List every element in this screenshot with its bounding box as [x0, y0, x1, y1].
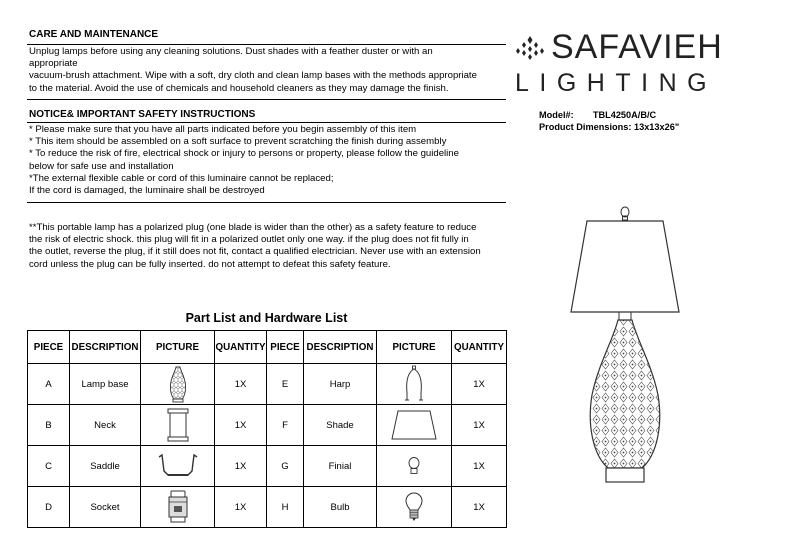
piece-description: Finial — [304, 446, 377, 487]
care-line: vacuum-brush attachment. Wipe with a soft, dry cloth and clean lamp bases with the methods appropriate — [29, 70, 477, 82]
piece-description: Shade — [304, 405, 377, 446]
safety-bottom-divider — [27, 202, 506, 203]
header-description: DESCRIPTION — [304, 331, 377, 364]
piece-picture — [141, 364, 215, 405]
piece-description: Lamp base — [70, 364, 141, 405]
piece-description: Saddle — [70, 446, 141, 487]
socket-icon — [167, 490, 189, 524]
piece-letter: C — [28, 446, 70, 487]
piece-description: Harp — [304, 364, 377, 405]
care-title: CARE AND MAINTENANCE — [29, 29, 159, 40]
plug-warning-text — [29, 222, 507, 271]
piece-quantity: 1X — [215, 405, 267, 446]
plug-warning-line: **This portable lamp has a polarized plug (one blade is wider than the other) as a safety feature to reduce — [29, 222, 477, 233]
lamp-illustration — [565, 205, 685, 490]
parts-title: Part List and Hardware List — [185, 311, 348, 325]
piece-picture — [377, 405, 452, 446]
header-description: DESCRIPTION — [70, 331, 141, 364]
piece-description: Socket — [70, 487, 141, 528]
safety-line: * Please make sure that you have all parts indicated before you begin assembly of this item — [29, 124, 417, 135]
care-line: to the material. Avoid the use of chemicals and household cleaners as they may damage the finish. — [29, 82, 449, 94]
harp-icon — [403, 365, 425, 403]
product-dimensions — [539, 122, 679, 132]
safety-line: * This item should be assembled on a soft surface to prevent scratching the finish during assembly — [29, 136, 447, 148]
piece-letter: A — [28, 364, 70, 405]
header-quantity: QUANTITY — [452, 331, 507, 364]
brand-logo — [513, 28, 743, 98]
piece-letter: D — [28, 487, 70, 528]
care-divider — [27, 44, 506, 45]
table-row — [28, 364, 507, 405]
piece-quantity: 1X — [452, 446, 507, 487]
piece-picture — [141, 446, 215, 487]
piece-letter: E — [267, 364, 304, 405]
piece-quantity: 1X — [452, 487, 507, 528]
brand-name-bottom: LIGHTING — [515, 69, 718, 97]
model-value: TBL4250A/B/C — [592, 110, 657, 120]
piece-quantity: 1X — [452, 405, 507, 446]
safety-line: *The external flexible cable or cord of this luminaire cannot be replaced; — [29, 172, 334, 184]
piece-quantity: 1X — [215, 364, 267, 405]
safety-line: * To reduce the risk of fire, electrical shock or injury to persons or property, please follow the guideline — [29, 148, 459, 160]
lamp-base-icon — [168, 365, 188, 403]
header-picture: PICTURE — [377, 331, 452, 364]
table-row — [28, 446, 507, 487]
table-row — [28, 487, 507, 528]
safety-text — [29, 124, 507, 197]
brand-name-top: SAFAVIEH — [551, 28, 723, 66]
piece-picture — [377, 487, 452, 528]
piece-description: Bulb — [304, 487, 377, 528]
care-line: Unplug lamps before using any cleaning solutions. Dust shades with a feather duster or with an — [29, 46, 433, 57]
piece-picture — [377, 364, 452, 405]
care-bottom-divider — [27, 99, 506, 100]
safety-title: NOTICE& IMPORTANT SAFETY INSTRUCTIONS — [29, 109, 256, 120]
safety-line: If the cord is damaged, the luminaire shall be destroyed — [29, 185, 265, 197]
plug-warning-line: the outlet, reverse the plug, if it still does not fit, contact a qualified electrician. Never use with an extension — [29, 246, 481, 258]
neck-icon — [165, 408, 191, 442]
saddle-icon — [156, 453, 200, 479]
dimensions-value: 13x13x26" — [633, 122, 680, 132]
shade-icon — [390, 409, 438, 441]
safety-line: below for safe use and installation — [29, 160, 174, 172]
piece-picture — [141, 487, 215, 528]
piece-description: Neck — [70, 405, 141, 446]
piece-letter: G — [267, 446, 304, 487]
safety-divider — [27, 122, 506, 123]
care-line: appropriate — [29, 58, 78, 70]
piece-picture — [377, 446, 452, 487]
piece-quantity: 1X — [215, 487, 267, 528]
logo-mark-icon — [513, 34, 547, 64]
header-quantity: QUANTITY — [215, 331, 267, 364]
piece-picture — [141, 405, 215, 446]
plug-warning-line: cord unless the plug can be fully inserted. do not attempt to defeat this safety feature. — [29, 258, 391, 270]
plug-warning-line: the risk of electric shock. this plug will fit in a polarized outlet only one way. if the plug does not fit fully in — [29, 234, 469, 246]
model-label: Model#: — [539, 110, 574, 120]
parts-header-row — [28, 331, 507, 364]
piece-letter: B — [28, 405, 70, 446]
piece-letter: F — [267, 405, 304, 446]
header-piece: PIECE — [267, 331, 304, 364]
care-text — [29, 46, 507, 95]
dimensions-label: Product Dimensions: — [539, 122, 632, 132]
parts-table — [27, 330, 507, 528]
header-piece: PIECE — [28, 331, 70, 364]
bulb-icon — [405, 492, 423, 522]
finial-icon — [406, 456, 422, 476]
model-number — [539, 110, 656, 120]
piece-letter: H — [267, 487, 304, 528]
piece-quantity: 1X — [215, 446, 267, 487]
piece-quantity: 1X — [452, 364, 507, 405]
table-row — [28, 405, 507, 446]
header-picture: PICTURE — [141, 331, 215, 364]
